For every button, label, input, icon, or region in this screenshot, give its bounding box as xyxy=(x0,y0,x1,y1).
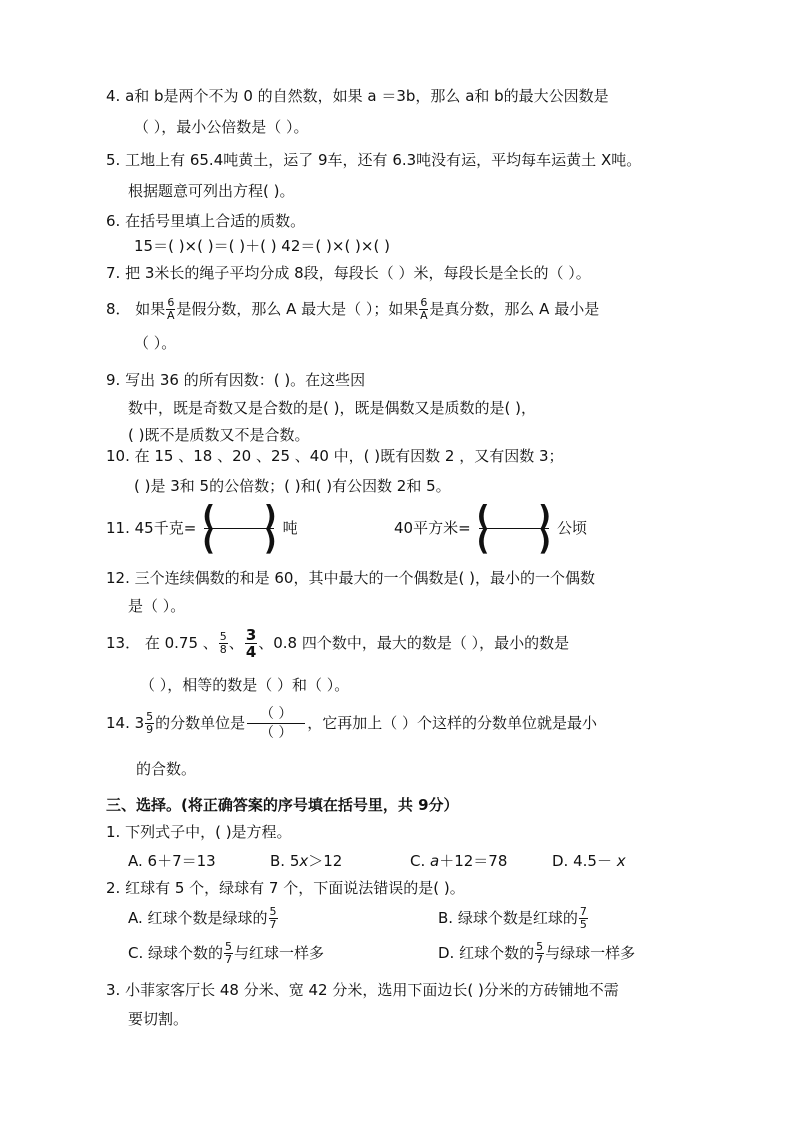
c2-option-a-text: A. 红球个数是绿球的 xyxy=(128,909,268,927)
c1-question: 1. 下列式子中，( )是方程。 xyxy=(106,823,292,841)
c2-d-num: 5 xyxy=(536,939,544,953)
c1-option-a: A. 6＋7＝13 xyxy=(128,852,216,870)
q8-line1 xyxy=(106,292,599,326)
c2-option-c xyxy=(128,938,324,968)
c2-option-c-text: C. 绿球个数的 xyxy=(128,944,224,962)
c1-option-b-var: x xyxy=(299,852,309,870)
c2-a-den: 7 xyxy=(269,917,277,931)
c1-option-d xyxy=(552,851,626,871)
c2-option-b-text: B. 绿球个数是红球的 xyxy=(438,909,578,927)
q14-frac-num: 5 xyxy=(146,709,154,723)
q13-separator: 、 xyxy=(228,634,244,652)
c2-d-den: 7 xyxy=(536,952,544,966)
q11-left xyxy=(106,498,298,557)
q11-right-fraction xyxy=(476,498,551,557)
c2-question: 2. 红球有 5 个，绿球有 7 个，下面说法错误的是( )。 xyxy=(106,879,465,897)
q14-line2: 的合数。 xyxy=(136,760,197,778)
q11-right-prefix: 40平方米= xyxy=(394,519,471,537)
q9-line3: ( )既不是质数又不是合数。 xyxy=(128,426,310,444)
q4-line1: 4. a和 b是两个不为 0 的自然数，如果 a ＝3b，那么 a和 b的最大公因数是 xyxy=(106,87,609,105)
c2-option-d-text: D. 红球个数的 xyxy=(438,944,535,962)
q14-mid: 的分数单位是 xyxy=(155,714,246,732)
c3-question-line1: 3. 小菲家客厅长 48 分米、宽 42 分米，选用下面边长( )分米的方砖铺地不需 xyxy=(106,981,619,999)
c3-question-line2: 要切割。 xyxy=(128,1010,189,1028)
q11-right-paren-bot: ( ) xyxy=(476,523,551,557)
q13-suffix: 、0.8 四个数中，最大的数是（ ），最小的数是 xyxy=(258,634,570,652)
q5-line2: 根据题意可列出方程( )。 xyxy=(128,182,295,200)
q8-fraction-1 xyxy=(166,297,175,322)
c2-option-b-fraction xyxy=(579,906,588,931)
c2-option-c-fraction xyxy=(224,941,233,966)
q14-prefix: 14. 3 xyxy=(106,714,145,732)
q8-frac1-den: A xyxy=(167,308,175,322)
q11-left-prefix: 11. 45千克= xyxy=(106,519,197,537)
c1-option-d-pre: D. 4.5－ xyxy=(552,852,617,870)
q14-blank-fraction xyxy=(247,705,305,742)
q13-fraction-1 xyxy=(219,631,228,656)
c2-option-d-post: 与绿球一样多 xyxy=(545,944,636,962)
q4-line2: （ ），最小公倍数是（ ）。 xyxy=(134,118,309,136)
c1-option-c-var: a xyxy=(430,852,440,870)
q12-line2: 是（ ）。 xyxy=(128,597,186,615)
q10-line2: ( )是 3和 5的公倍数；( )和( )有公因数 2和 5。 xyxy=(134,477,451,495)
c2-option-a-fraction xyxy=(269,906,278,931)
q14-frac-den: 9 xyxy=(146,722,154,736)
q13-frac1-num: 5 xyxy=(219,629,227,643)
c2-c-num: 5 xyxy=(225,939,233,953)
c2-option-d xyxy=(438,938,635,968)
c2-option-b xyxy=(438,903,589,933)
c2-a-num: 5 xyxy=(269,904,277,918)
q8-fraction-2 xyxy=(419,297,428,322)
q11-right-paren-top: ( ) xyxy=(476,498,551,532)
q13-frac1-den: 8 xyxy=(219,642,227,656)
q8-mid: 是假分数，那么 A 最大是（ ）；如果 xyxy=(176,300,419,318)
q11-left-paren-top: ( ) xyxy=(202,498,277,532)
c1-option-c xyxy=(410,851,507,871)
q9-line2: 数中，既是奇数又是合数的是( )，既是偶数又是质数的是( )， xyxy=(128,399,536,417)
q8-frac2-num: 6 xyxy=(420,295,428,309)
c2-option-a xyxy=(128,903,279,933)
c2-b-den: 5 xyxy=(579,917,587,931)
q12-line1: 12. 三个连续偶数的和是 60，其中最大的一个偶数是( )，最小的一个偶数 xyxy=(106,569,595,587)
q14-blank-den: （ ） xyxy=(259,724,293,741)
q14-mixed-fraction xyxy=(145,711,154,736)
c1-option-b-pre: B. 5 xyxy=(270,852,300,870)
q6-line1: 6. 在括号里填上合适的质数。 xyxy=(106,212,306,230)
c2-c-den: 7 xyxy=(225,952,233,966)
c1-option-c-pre: C. xyxy=(410,852,431,870)
q9-line1: 9. 写出 36 的所有因数：( )。在这些因 xyxy=(106,371,366,389)
q13-prefix: 13． 在 0.75 、 xyxy=(106,634,218,652)
c1-option-c-post: ＋12＝78 xyxy=(439,852,508,870)
q8-frac2-den: A xyxy=(420,308,428,322)
q11-left-unit: 吨 xyxy=(282,519,298,537)
q14-suffix: ，它再加上（ ）个这样的分数单位就是最小 xyxy=(307,714,597,732)
c2-b-num: 7 xyxy=(579,904,587,918)
c1-option-b-post: ＞12 xyxy=(308,852,343,870)
q11-left-paren-bot: ( ) xyxy=(202,523,277,557)
q7-line1: 7. 把 3米长的绳子平均分成 8段，每段长（ ）米，每段长是全长的（ ）。 xyxy=(106,264,591,282)
c2-option-d-fraction xyxy=(535,941,544,966)
q8-line2: （ ）。 xyxy=(134,334,177,352)
q13-frac2-den: 4 xyxy=(245,642,257,661)
q13-line2: （ ），相等的数是（ ）和（ ）。 xyxy=(140,676,350,694)
q10-line1: 10. 在 15 、18 、20 、25 、40 中，( )既有因数 2 ，又有因数 3； xyxy=(106,447,564,465)
q14-blank-num: （ ） xyxy=(247,705,305,724)
q13-frac2-num: 3 xyxy=(245,625,257,644)
c1-option-b xyxy=(270,851,342,871)
q8-prefix: 8． 如果 xyxy=(106,300,166,318)
c1-option-d-var: x xyxy=(616,852,626,870)
q8-mid2: 是真分数，那么 A 最小是 xyxy=(429,300,600,318)
q6-line2: 15＝( )×( )＝( )＋( ) 42＝( )×( )×( ) xyxy=(134,237,390,255)
q5-line1: 5. 工地上有 65.4吨黄土，运了 9车，还有 6.3吨没有运，平均每车运黄土 X吨。 xyxy=(106,151,642,169)
q14-line1 xyxy=(106,702,597,744)
q11-left-fraction xyxy=(202,498,277,557)
q8-frac1-num: 6 xyxy=(167,295,175,309)
section-3-heading: 三、选择。(将正确答案的序号填在括号里，共 9分） xyxy=(106,796,459,814)
q13-line1 xyxy=(106,623,569,663)
c2-option-c-post: 与红球一样多 xyxy=(234,944,325,962)
q13-fraction-2 xyxy=(245,627,257,660)
q11-right xyxy=(394,498,588,557)
q11-right-unit: 公顷 xyxy=(557,519,588,537)
